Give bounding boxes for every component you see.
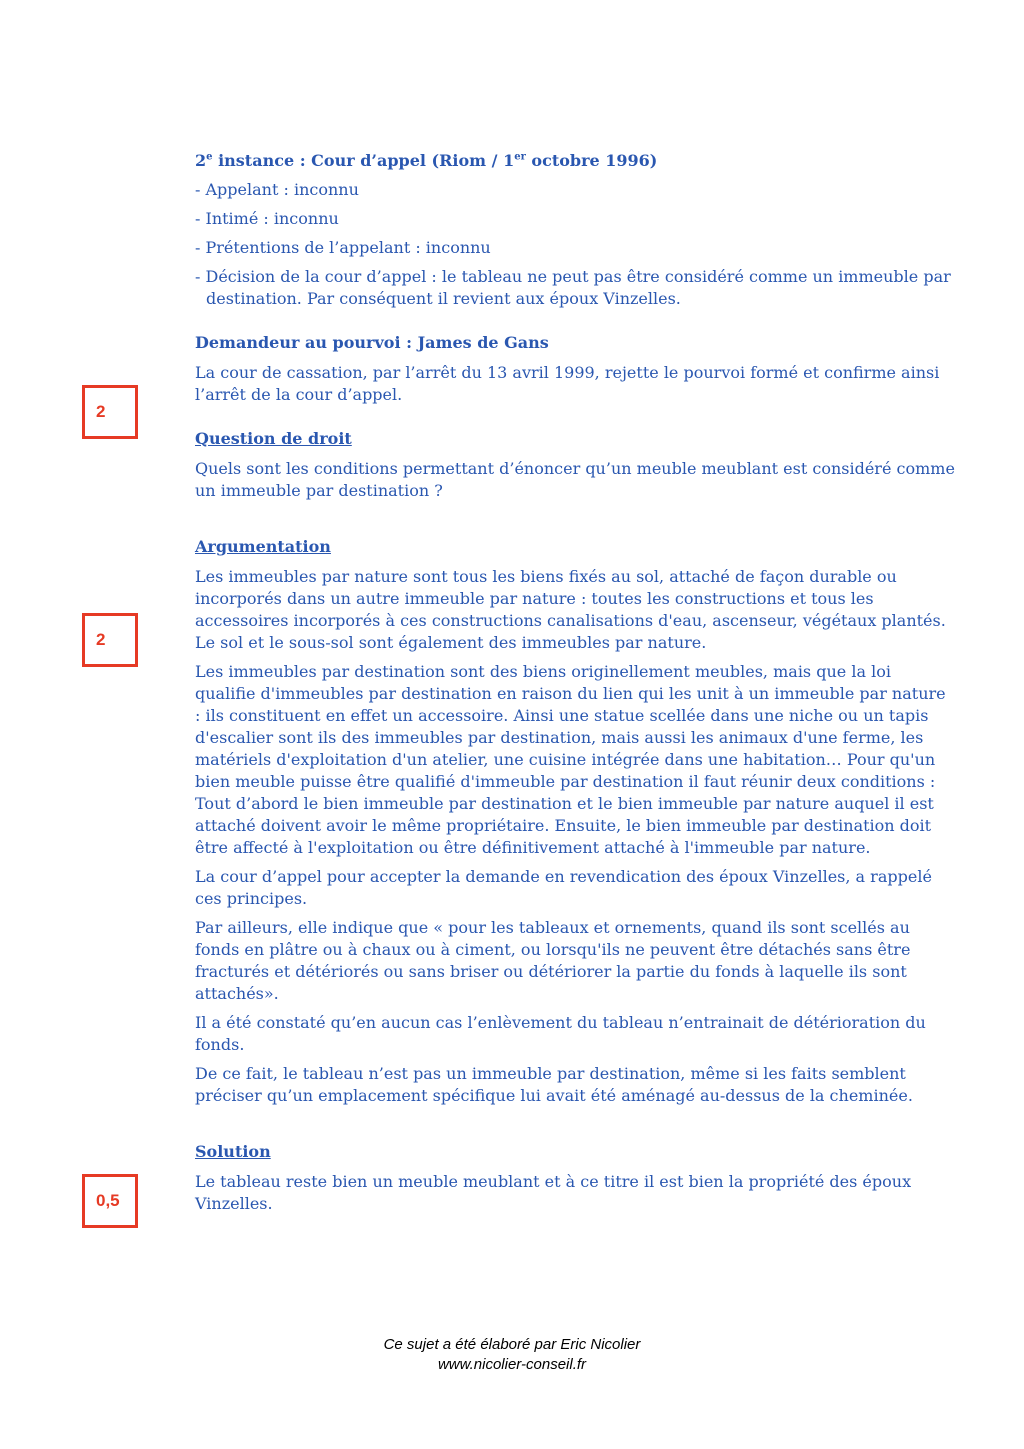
list-item: - Prétentions de l’appelant : inconnu: [195, 238, 491, 257]
argumentation-paragraph: Les immeubles par destination sont des biens originellement meubles, mais que la loi qualifie d'immeubles par destination en raison du lien qui les unit à un immeuble par nature : ils constituent en effet un accessoire. Ainsi une statue scellée dans une niche ou un tapis d'escalier sont ils des immeubles par destination, mais aussi les animaux d'une ferme, les matériels d'exploitation d'un atelier, une cuisine intégrée dans une habitation… Pour qu'un bien meuble puisse être qualifié d'immeuble par destination il faut réunir deux conditions : Tout d’abord le bien immeuble par destination et le bien immeuble par nature auquel il est attaché doivent avoir le même propriétaire. Ensuite, le bien immeuble par destination doit être affecté à l'exploitation ou être définitivement attaché à l'immeuble par nature.: [195, 662, 946, 857]
question-heading: Question de droit: [195, 429, 352, 448]
document-body: [195, 150, 955, 1222]
score-box-argumentation: [82, 613, 138, 667]
question-text: Quels sont les conditions permettant d’énoncer qu’un meuble meublant est considéré comme un immeuble par destination ?: [195, 459, 955, 500]
footer: [0, 1335, 1024, 1375]
score-box-solution: [82, 1174, 138, 1228]
list-item: - Appelant : inconnu: [195, 180, 359, 199]
argumentation-paragraph: Par ailleurs, elle indique que « pour les tableaux et ornements, quand ils sont scellés au fonds en plâtre ou à chaux ou à ciment, ou lorsqu'ils ne peuvent être détachés sans être fracturés et détériorés ou sans briser ou détériorer la partie du fonds à laquelle ils sont attachés».: [195, 918, 911, 1003]
argumentation-paragraph: De ce fait, le tableau n’est pas un immeuble par destination, même si les faits semblent préciser qu’un emplacement spécifique lui avait été aménagé au-dessus de la cheminée.: [195, 1064, 913, 1105]
argumentation-paragraph: Il a été constaté qu’en aucun cas l’enlèvement du tableau n’entrainait de détérioration du fonds.: [195, 1013, 926, 1054]
solution-text: Le tableau reste bien un meuble meublant et à ce titre il est bien la propriété des époux Vinzelles.: [195, 1172, 912, 1213]
score-box-pourvoi: [82, 385, 138, 439]
argumentation-paragraph: La cour d’appel pour accepter la demande en revendication des époux Vinzelles, a rappelé ces principes.: [195, 867, 932, 908]
list-item: - Décision de la cour d’appel : le tableau ne peut pas être considéré comme un immeuble par destination. Par conséquent il revient aux époux Vinzelles.: [195, 267, 951, 308]
score-value: 2: [96, 402, 106, 421]
instance-heading: 2e instance : Cour d’appel (Riom / 1er octobre 1996): [195, 151, 658, 170]
score-value: 2: [96, 630, 106, 649]
footer-website: www.nicolier-conseil.fr: [437, 1356, 587, 1373]
footer-author: Ce sujet a été élaboré par Eric Nicolier: [383, 1336, 641, 1353]
solution-heading: Solution: [195, 1142, 271, 1161]
pourvoi-heading: Demandeur au pourvoi : James de Gans: [195, 333, 549, 352]
score-value: 0,5: [96, 1191, 120, 1210]
argumentation-paragraph: Les immeubles par nature sont tous les biens fixés au sol, attaché de façon durable ou incorporés dans un autre immeuble par nature : toutes les constructions et tous les accessoires incorporés à ces constructions canalisations d'eau, ascenseur, végétaux plantés. Le sol et le sous-sol sont également des immeubles par nature.: [195, 567, 946, 652]
argumentation-heading: Argumentation: [195, 537, 331, 556]
list-item: - Intimé : inconnu: [195, 209, 339, 228]
pourvoi-text: La cour de cassation, par l’arrêt du 13 avril 1999, rejette le pourvoi formé et confirme ainsi l’arrêt de la cour d’appel.: [195, 363, 940, 404]
